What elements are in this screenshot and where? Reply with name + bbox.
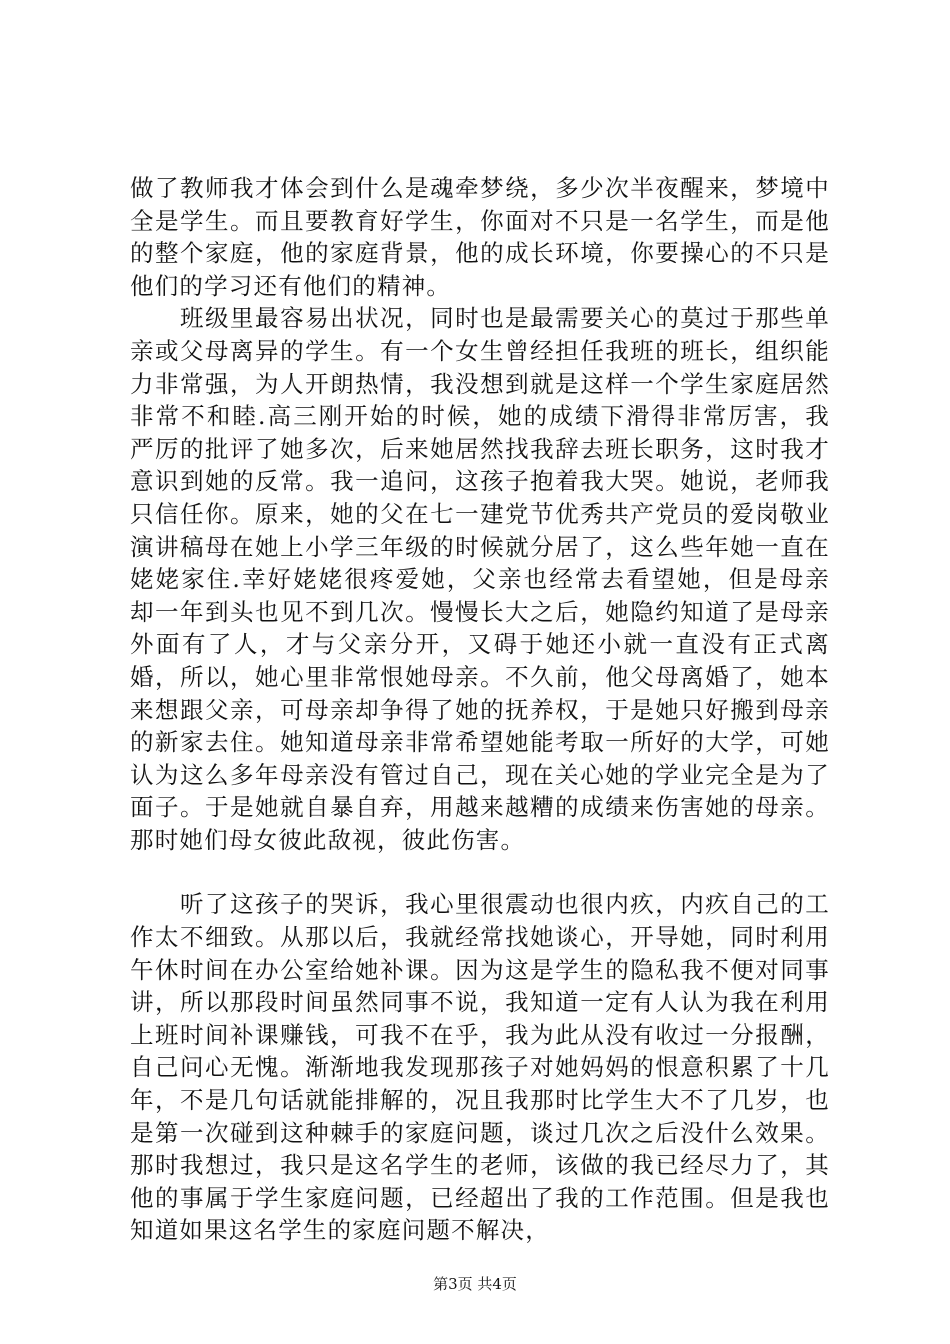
paragraph-spacer	[130, 856, 830, 888]
paragraph-1: 做了教师我才体会到什么是魂牵梦绕，多少次半夜醒来，梦境中全是学生。而且要教育好学生，你面对不只是一名学生，而是他的整个家庭，他的家庭背景，他的成长环境，你要操心的不只是他们的学习还有他们的精神。	[130, 174, 830, 300]
document-body	[130, 172, 830, 1247]
paragraph-2: 班级里最容易出状况，同时也是最需要关心的莫过于那些单亲或父母离异的学生。有一个女生曾经担任我班的班长，组织能力非常强，为人开朗热情，我没想到就是这样一个学生家庭居然非常不和睦.高三刚开始的时候，她的成绩下滑得非常厉害，我严厉的批评了她多次，后来她居然找我辞去班长职务，这时我才意识到她的反常。我一追问，这孩子抱着我大哭。她说，老师我只信任你。原来，她的父在七一建党节优秀共产党员的爱岗敬业演讲稿母在她上小学三年级的时候就分居了，这么些年她一直在姥姥家住.幸好姥姥很疼爱她，父亲也经常去看望她，但是母亲却一年到头也见不到几次。慢慢长大之后，她隐约知道了是母亲外面有了人，才与父亲分开，又碍于她还小就一直没有正式离婚，所以，她心里非常恨她母亲。不久前，他父母离婚了，她本来想跟父亲，可母亲却争得了她的抚养权，于是她只好搬到母亲的新家去住。她知道母亲非常希望她能考取一所好的大学，可她认为这么多年母亲没有管过自己，现在关心她的学业完全是为了面子。于是她就自暴自弃，用越来越糟的成绩来伤害她的母亲。那时她们母女彼此敌视，彼此伤害。	[130, 304, 830, 854]
paragraph-3: 听了这孩子的哭诉，我心里很震动也很内疚，内疚自己的工作太不细致。从那以后，我就经常找她谈心，开导她，同时利用午休时间在办公室给她补课。因为这是学生的隐私我不便对同事讲，所以那段时间虽然同事不说，我知道一定有人认为我在利用上班时间补课赚钱，可我不在乎，我为此从没有收过一分报酬，自己问心无愧。渐渐地我发现那孩子对她妈妈的恨意积累了十几年，不是几句话就能排解的，况且我那时比学生大不了几岁，也是第一次碰到这种棘手的家庭问题，谈过几次之后没什么效果。那时我想过，我只是这名学生的老师，该做的我已经尽力了，其他的事属于学生家庭问题，已经超出了我的工作范围。但是我也知道如果这名学生的家庭问题不解决，	[130, 890, 830, 1245]
page-number-footer: 第3页 共4页	[433, 1275, 517, 1293]
